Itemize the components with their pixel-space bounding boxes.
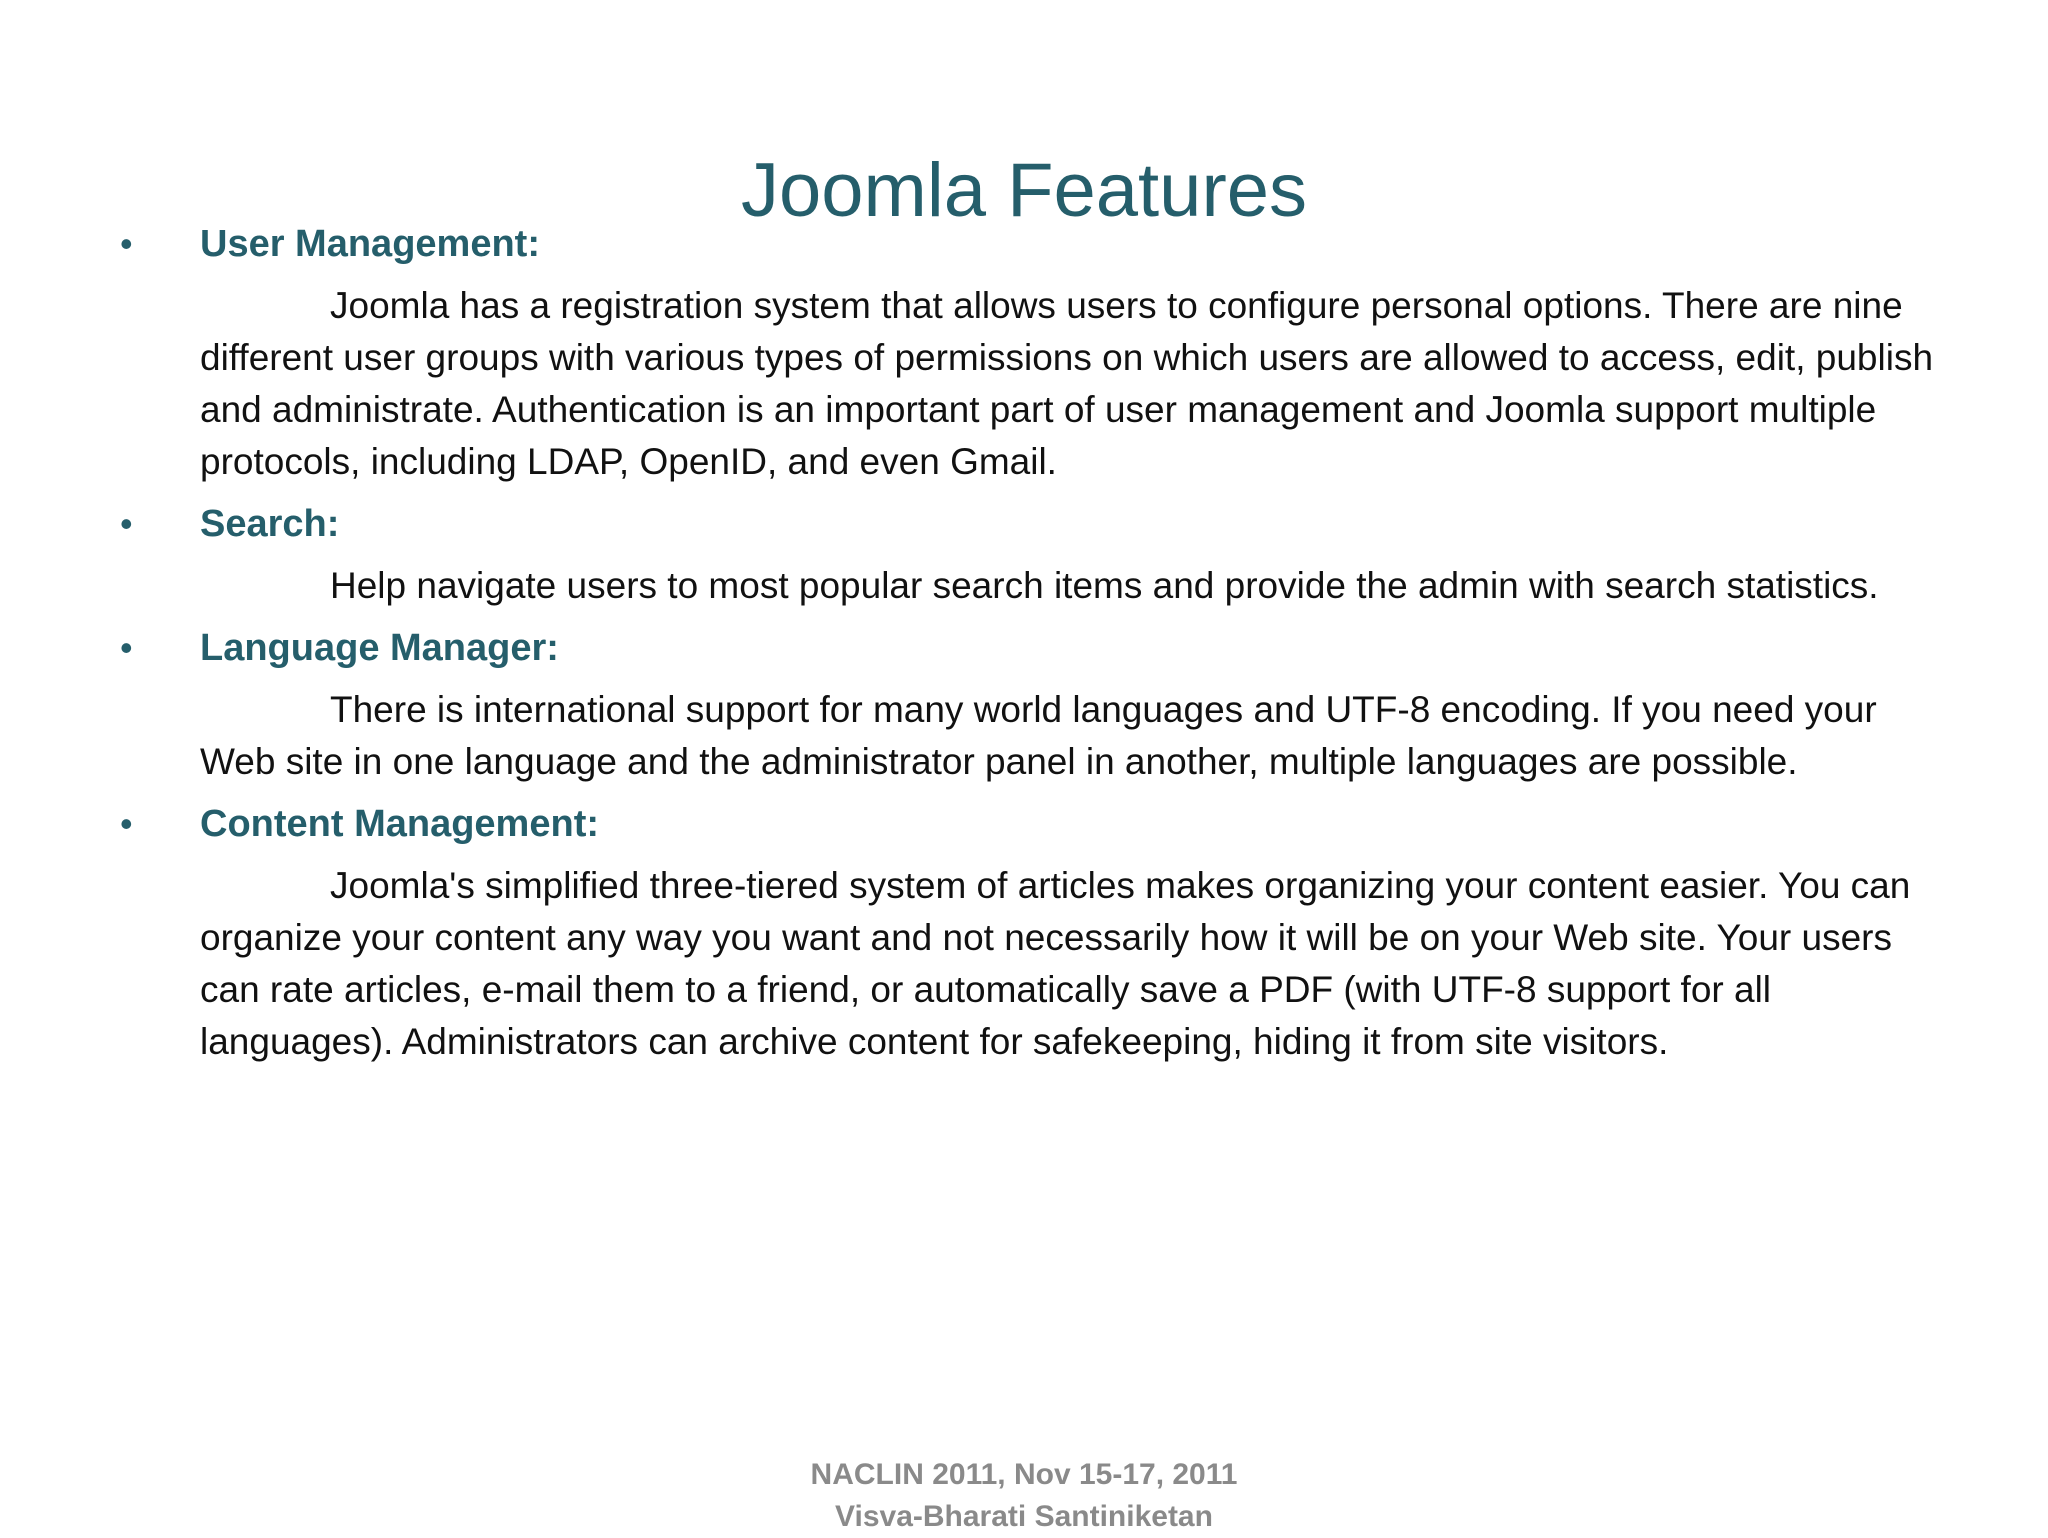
feature-description: Joomla's simplified three-tiered system of articles makes organizing your content easier. You can organize your content any way you want and not necessarily how it will be on your Web site. Your users can rate articles, e-mail them to a friend, or automatically save a PDF (with UTF-8 support for all languages). Administrators can archive content for safekeeping, hiding it from site visitors.: [200, 865, 1911, 1062]
feature-heading: Search:: [200, 503, 340, 545]
feature-list: [120, 218, 1960, 1078]
feature-heading: User Management:: [200, 223, 540, 265]
slide-title: Joomla Features: [740, 147, 1308, 233]
bullet-icon: •: [120, 503, 133, 544]
feature-heading: Content Management:: [200, 803, 599, 845]
footer-conference: NACLIN 2011, Nov 15-17, 2011: [810, 1458, 1238, 1491]
feature-description: There is international support for many world languages and UTF-8 encoding. If you need your Web site in one language and the administrator panel in another, multiple languages are possible.: [200, 689, 1877, 782]
feature-item-language-manager: [120, 622, 1960, 788]
slide-footer: [0, 1454, 2048, 1538]
footer-venue: Visva-Bharati Santiniketan: [835, 1500, 1213, 1533]
feature-heading: Language Manager:: [200, 627, 559, 669]
bullet-icon: •: [120, 803, 133, 844]
feature-item-search: [120, 498, 1960, 612]
feature-description: Joomla has a registration system that allows users to configure personal options. There are nine different user groups with various types of permissions on which users are allowed to access, edit, publish and administrate. Authentication is an important part of user management and Joomla support multiple protocols, including LDAP, OpenID, and even Gmail.: [200, 285, 1934, 482]
feature-item-content-management: [120, 798, 1960, 1068]
bullet-icon: •: [120, 223, 133, 264]
bullet-icon: •: [120, 627, 133, 668]
feature-item-user-management: [120, 218, 1960, 488]
feature-description: Help navigate users to most popular search items and provide the admin with search statistics.: [330, 565, 1879, 606]
